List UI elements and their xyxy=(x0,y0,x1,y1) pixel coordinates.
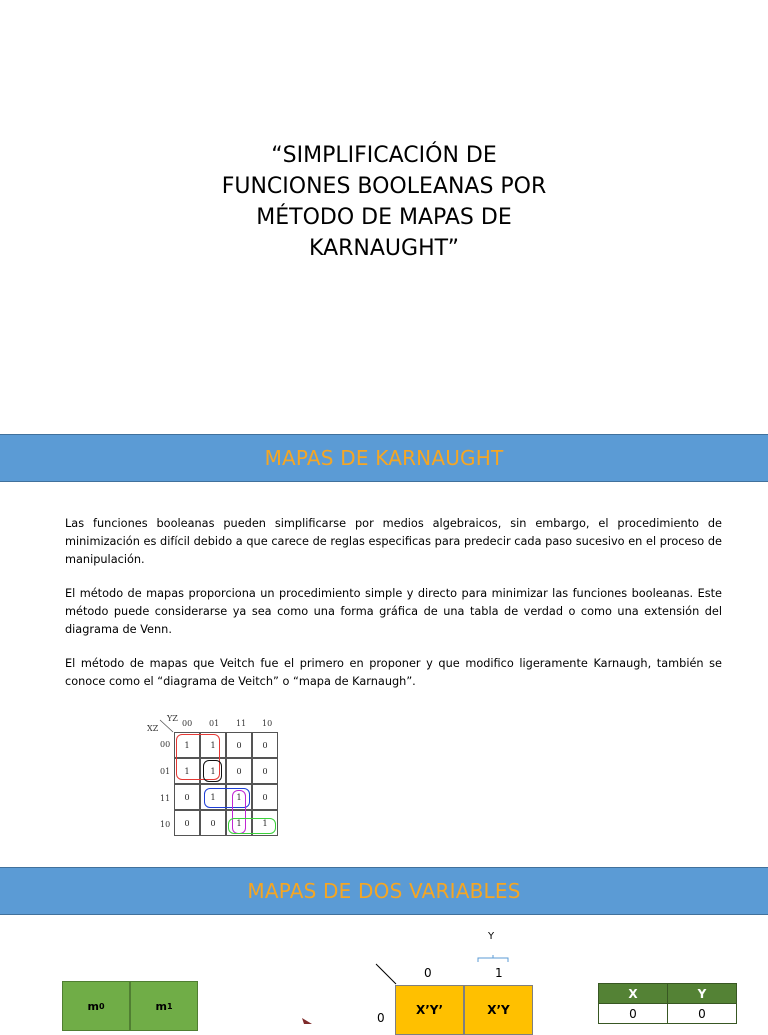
body-text xyxy=(65,515,722,707)
kmap-cell: 0 xyxy=(174,784,200,810)
kmap-cell: 1 xyxy=(226,810,252,836)
truth-table xyxy=(598,983,737,1024)
section-heading: MAPAS DE DOS VARIABLES xyxy=(247,879,521,903)
minterm-base: m xyxy=(87,999,99,1013)
title-line-3: MÉTODO DE MAPAS DE xyxy=(256,205,512,230)
table-header-row xyxy=(599,984,737,1004)
kmap-group-black xyxy=(203,760,222,782)
col-label: 01 xyxy=(209,719,220,728)
table-row xyxy=(599,1004,737,1024)
minterm-base: m xyxy=(155,999,167,1013)
col-label: 11 xyxy=(236,719,247,728)
page-title xyxy=(0,140,768,264)
kmap-cell: 0 xyxy=(252,758,278,784)
table-cell: 0 xyxy=(599,1004,668,1024)
minterm-sub: 0 xyxy=(98,1001,105,1011)
section-heading: MAPAS DE KARNAUGHT xyxy=(264,446,504,470)
title-line-1: “SIMPLIFICACIÓN DE xyxy=(271,143,497,168)
title-line-4: KARNAUGHT” xyxy=(309,236,459,261)
kmap-cell: 0 xyxy=(252,732,278,758)
paragraph: El método de mapas que Veitch fue el primero en proponer y que modifico ligeramente Karnaugh, también se conoce como el “diagrama de Veitch” o “mapa de Karnaugh”. xyxy=(65,657,722,688)
kmap-cell: 1 xyxy=(252,810,278,836)
kmap-cell: 1 xyxy=(200,758,226,784)
arrow-icon xyxy=(300,1012,314,1024)
minterm-sub: 1 xyxy=(166,1001,173,1011)
section-banner-karnaught xyxy=(0,434,768,482)
row-label: 10 xyxy=(160,820,171,829)
row-label: 00 xyxy=(160,740,171,749)
col-label-0: 0 xyxy=(424,966,432,980)
corner-label-left: XZ xyxy=(147,724,159,733)
table-cell: 0 xyxy=(668,1004,737,1024)
paragraph: El método de mapas proporciona un procedimiento simple y directo para minimizar las funciones booleanas. Este método puede considerarse ya sea como una forma gráfica de una tabla de verdad o como una extensión del diagrama de Venn. xyxy=(65,587,722,636)
col-label: 00 xyxy=(182,719,193,728)
col-label-1: 1 xyxy=(495,966,503,980)
kmap-cell: 0 xyxy=(226,758,252,784)
karnaugh-map-figure xyxy=(140,712,290,842)
kmap-cell: 1 xyxy=(174,732,200,758)
corner-label-top: YZ xyxy=(167,714,178,723)
kmap-cell: 0 xyxy=(174,810,200,836)
kmap-cell: 1 xyxy=(174,758,200,784)
row-label-0: 0 xyxy=(377,1011,385,1025)
kmap-cell: 1 xyxy=(226,784,252,810)
col-label: 10 xyxy=(262,719,273,728)
row-label: 11 xyxy=(160,794,171,803)
kmap-cell: 1 xyxy=(200,784,226,810)
row-label: 01 xyxy=(160,767,171,776)
kmap-cell: 0 xyxy=(252,784,278,810)
kmap-cell: 1 xyxy=(200,732,226,758)
column-header: X xyxy=(599,984,668,1004)
column-header: Y xyxy=(668,984,737,1004)
paragraph: Las funciones booleanas pueden simplificarse por medios algebraicos, sin embargo, el procedimiento de minimización es difícil debido a que carece de reglas especificas para predecir cada paso sucesivo en el proceso de manipulación. xyxy=(65,517,722,566)
map-cell: X’Y xyxy=(464,985,533,1035)
var-label-y: Y xyxy=(488,931,495,942)
kmap-cell: 0 xyxy=(200,810,226,836)
title-line-2: FUNCIONES BOOLEANAS POR xyxy=(221,174,547,199)
y-bracket xyxy=(477,954,509,964)
map-cell: X’Y’ xyxy=(395,985,464,1035)
kmap-group-green xyxy=(228,818,276,834)
kmap-cell: 0 xyxy=(226,732,252,758)
section-banner-dos-variables xyxy=(0,867,768,915)
